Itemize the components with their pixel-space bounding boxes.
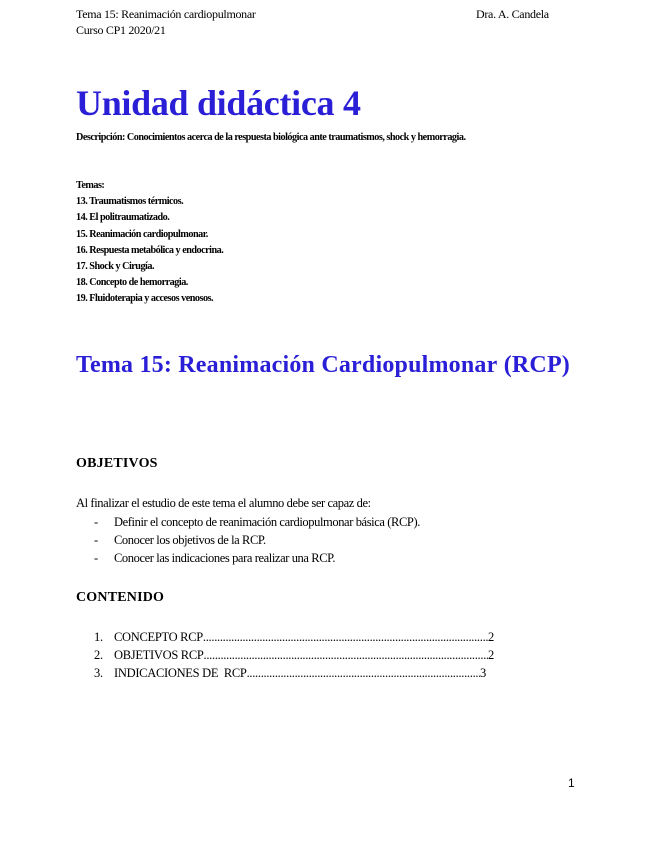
objetivos-list [94, 513, 420, 567]
objetivos-intro: Al finalizar el estudio de este tema el alumno debe ser capaz de: [76, 496, 371, 510]
tema-title-line2: (RCP) [503, 352, 570, 378]
tema-title-word: 15: [139, 352, 173, 378]
tema-title-word: Tema [76, 352, 134, 378]
objetivos-heading: OBJETIVOS [76, 456, 158, 471]
tema-item: 18. Concepto de hemorragia. [76, 277, 188, 289]
tema-title [76, 347, 578, 384]
tema-item: 19. Fluidoterapia y accesos venosos. [76, 293, 214, 305]
running-header-title: Tema 15: Reanimación cardiopulmonar [76, 7, 256, 21]
tema-title-word: Cardiopulmonar [321, 352, 498, 378]
toc-number: 2. [94, 648, 103, 662]
page-number: 1 [568, 776, 575, 790]
temas-label: Temas: [76, 180, 105, 191]
toc-entry [94, 664, 486, 682]
unit-title: Unidad didáctica 4 [76, 83, 361, 123]
bullet-dash: - [94, 515, 98, 529]
toc-number: 1. [94, 630, 103, 644]
tema-item: 17. Shock y Cirugía. [76, 261, 155, 273]
toc-leader [247, 664, 480, 682]
list-item [94, 531, 420, 549]
objetivo-text: Definir el concepto de reanimación cardiopulmonar básica (RCP). [114, 515, 420, 529]
tema-item: 16. Respuesta metabólica y endocrina. [76, 244, 224, 256]
temas-list [76, 178, 476, 308]
toc-entry [94, 646, 494, 664]
list-item [94, 549, 420, 567]
tema-title-word: Reanimación [178, 352, 316, 378]
toc-page: 2 [488, 630, 494, 644]
toc-label: INDICACIONES DE RCP [114, 666, 247, 680]
toc-entry [94, 628, 494, 646]
toc-label: CONCEPTO RCP [114, 630, 203, 644]
contenido-heading: CONTENIDO [76, 590, 165, 605]
tema-item: 15. Reanimación cardiopulmonar. [76, 228, 208, 240]
running-header-course: Curso CP1 2020/21 [76, 23, 166, 37]
objetivo-text: Conocer las indicaciones para realizar una RCP. [114, 551, 336, 565]
bullet-dash: - [94, 533, 98, 547]
toc-number: 3. [94, 666, 103, 680]
tema-item: 14. El politraumatizado. [76, 212, 170, 224]
objetivo-text: Conocer los objetivos de la RCP. [114, 533, 266, 547]
list-item [94, 513, 420, 531]
tema-item: 13. Traumatismos térmicos. [76, 196, 184, 208]
unit-description: Descripción: Conocimientos acerca de la respuesta biológica ante traumatismos, shock y hemorragia. [76, 132, 466, 143]
toc-leader [203, 628, 488, 646]
toc-leader [204, 646, 489, 664]
table-of-contents [94, 628, 494, 682]
bullet-dash: - [94, 551, 98, 565]
running-header-author: Dra. A. Candela [476, 7, 549, 21]
toc-page: 2 [488, 648, 494, 662]
toc-label: OBJETIVOS RCP [114, 648, 204, 662]
toc-page: 3 [480, 666, 486, 680]
